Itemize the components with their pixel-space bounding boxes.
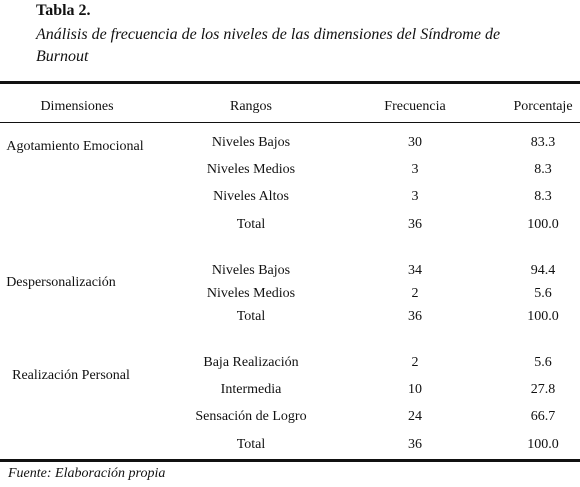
top-rule <box>0 81 580 84</box>
table-cell-porcentaje: 94.4 <box>530 263 556 278</box>
table-cell-rango: Niveles Bajos <box>211 135 291 150</box>
table-label: Tabla 2. <box>36 2 91 19</box>
table-cell-porcentaje: 5.6 <box>534 286 552 301</box>
table-cell-rango: Intermedia <box>220 382 282 397</box>
table-cell-frecuencia: 3 <box>411 162 419 177</box>
header-dimensiones: Dimensiones <box>40 99 114 114</box>
table-cell-frecuencia: 24 <box>408 409 422 424</box>
table-cell-porcentaje: 8.3 <box>534 162 552 177</box>
table-cell-rango: Niveles Altos <box>213 189 289 204</box>
table-caption-line2: Burnout <box>36 48 89 65</box>
table-cell-rango: Niveles Bajos <box>211 263 291 278</box>
header-frecuencia: Frecuencia <box>384 99 446 114</box>
table-cell-rango: Niveles Medios <box>206 286 296 301</box>
dimension-despersonalizacion: Despersonalización <box>6 275 116 290</box>
header-rangos: Rangos <box>230 99 272 114</box>
table-cell-porcentaje: 100.0 <box>527 217 559 232</box>
bottom-rule <box>0 459 580 462</box>
table-cell-porcentaje: 100.0 <box>527 437 559 452</box>
table-cell-rango: Baja Realización <box>203 355 299 370</box>
dimension-agotamiento: Agotamiento Emocional <box>6 139 144 154</box>
table-cell-rango: Sensación de Logro <box>195 409 307 424</box>
dimension-realizacion: Realización Personal <box>12 368 130 383</box>
table-source: Fuente: Elaboración propia <box>8 466 166 481</box>
table-cell-porcentaje: 8.3 <box>534 189 552 204</box>
header-porcentaje: Porcentaje <box>513 99 573 114</box>
table-caption-line1: Análisis de frecuencia de los niveles de las dimensiones del Síndrome de <box>36 26 501 43</box>
table-cell-porcentaje: 27.8 <box>530 382 556 397</box>
table-cell-porcentaje: 66.7 <box>530 409 556 424</box>
table-cell-frecuencia: 36 <box>408 217 422 232</box>
table-cell-rango: Total <box>236 217 266 232</box>
table-cell-frecuencia: 3 <box>411 189 419 204</box>
table-cell-frecuencia: 36 <box>408 437 422 452</box>
table-cell-rango: Total <box>236 309 266 324</box>
table-cell-rango: Total <box>236 437 266 452</box>
table-caption <box>36 24 576 68</box>
table-cell-frecuencia: 34 <box>408 263 422 278</box>
table-cell-frecuencia: 30 <box>408 135 422 150</box>
table-cell-porcentaje: 83.3 <box>530 135 556 150</box>
table-cell-frecuencia: 2 <box>411 286 419 301</box>
header-rule <box>0 122 580 123</box>
table-cell-rango: Niveles Medios <box>206 162 296 177</box>
table-cell-frecuencia: 36 <box>408 309 422 324</box>
table-cell-frecuencia: 10 <box>408 382 422 397</box>
table-cell-porcentaje: 100.0 <box>527 309 559 324</box>
table-cell-porcentaje: 5.6 <box>534 355 552 370</box>
table-cell-frecuencia: 2 <box>411 355 419 370</box>
